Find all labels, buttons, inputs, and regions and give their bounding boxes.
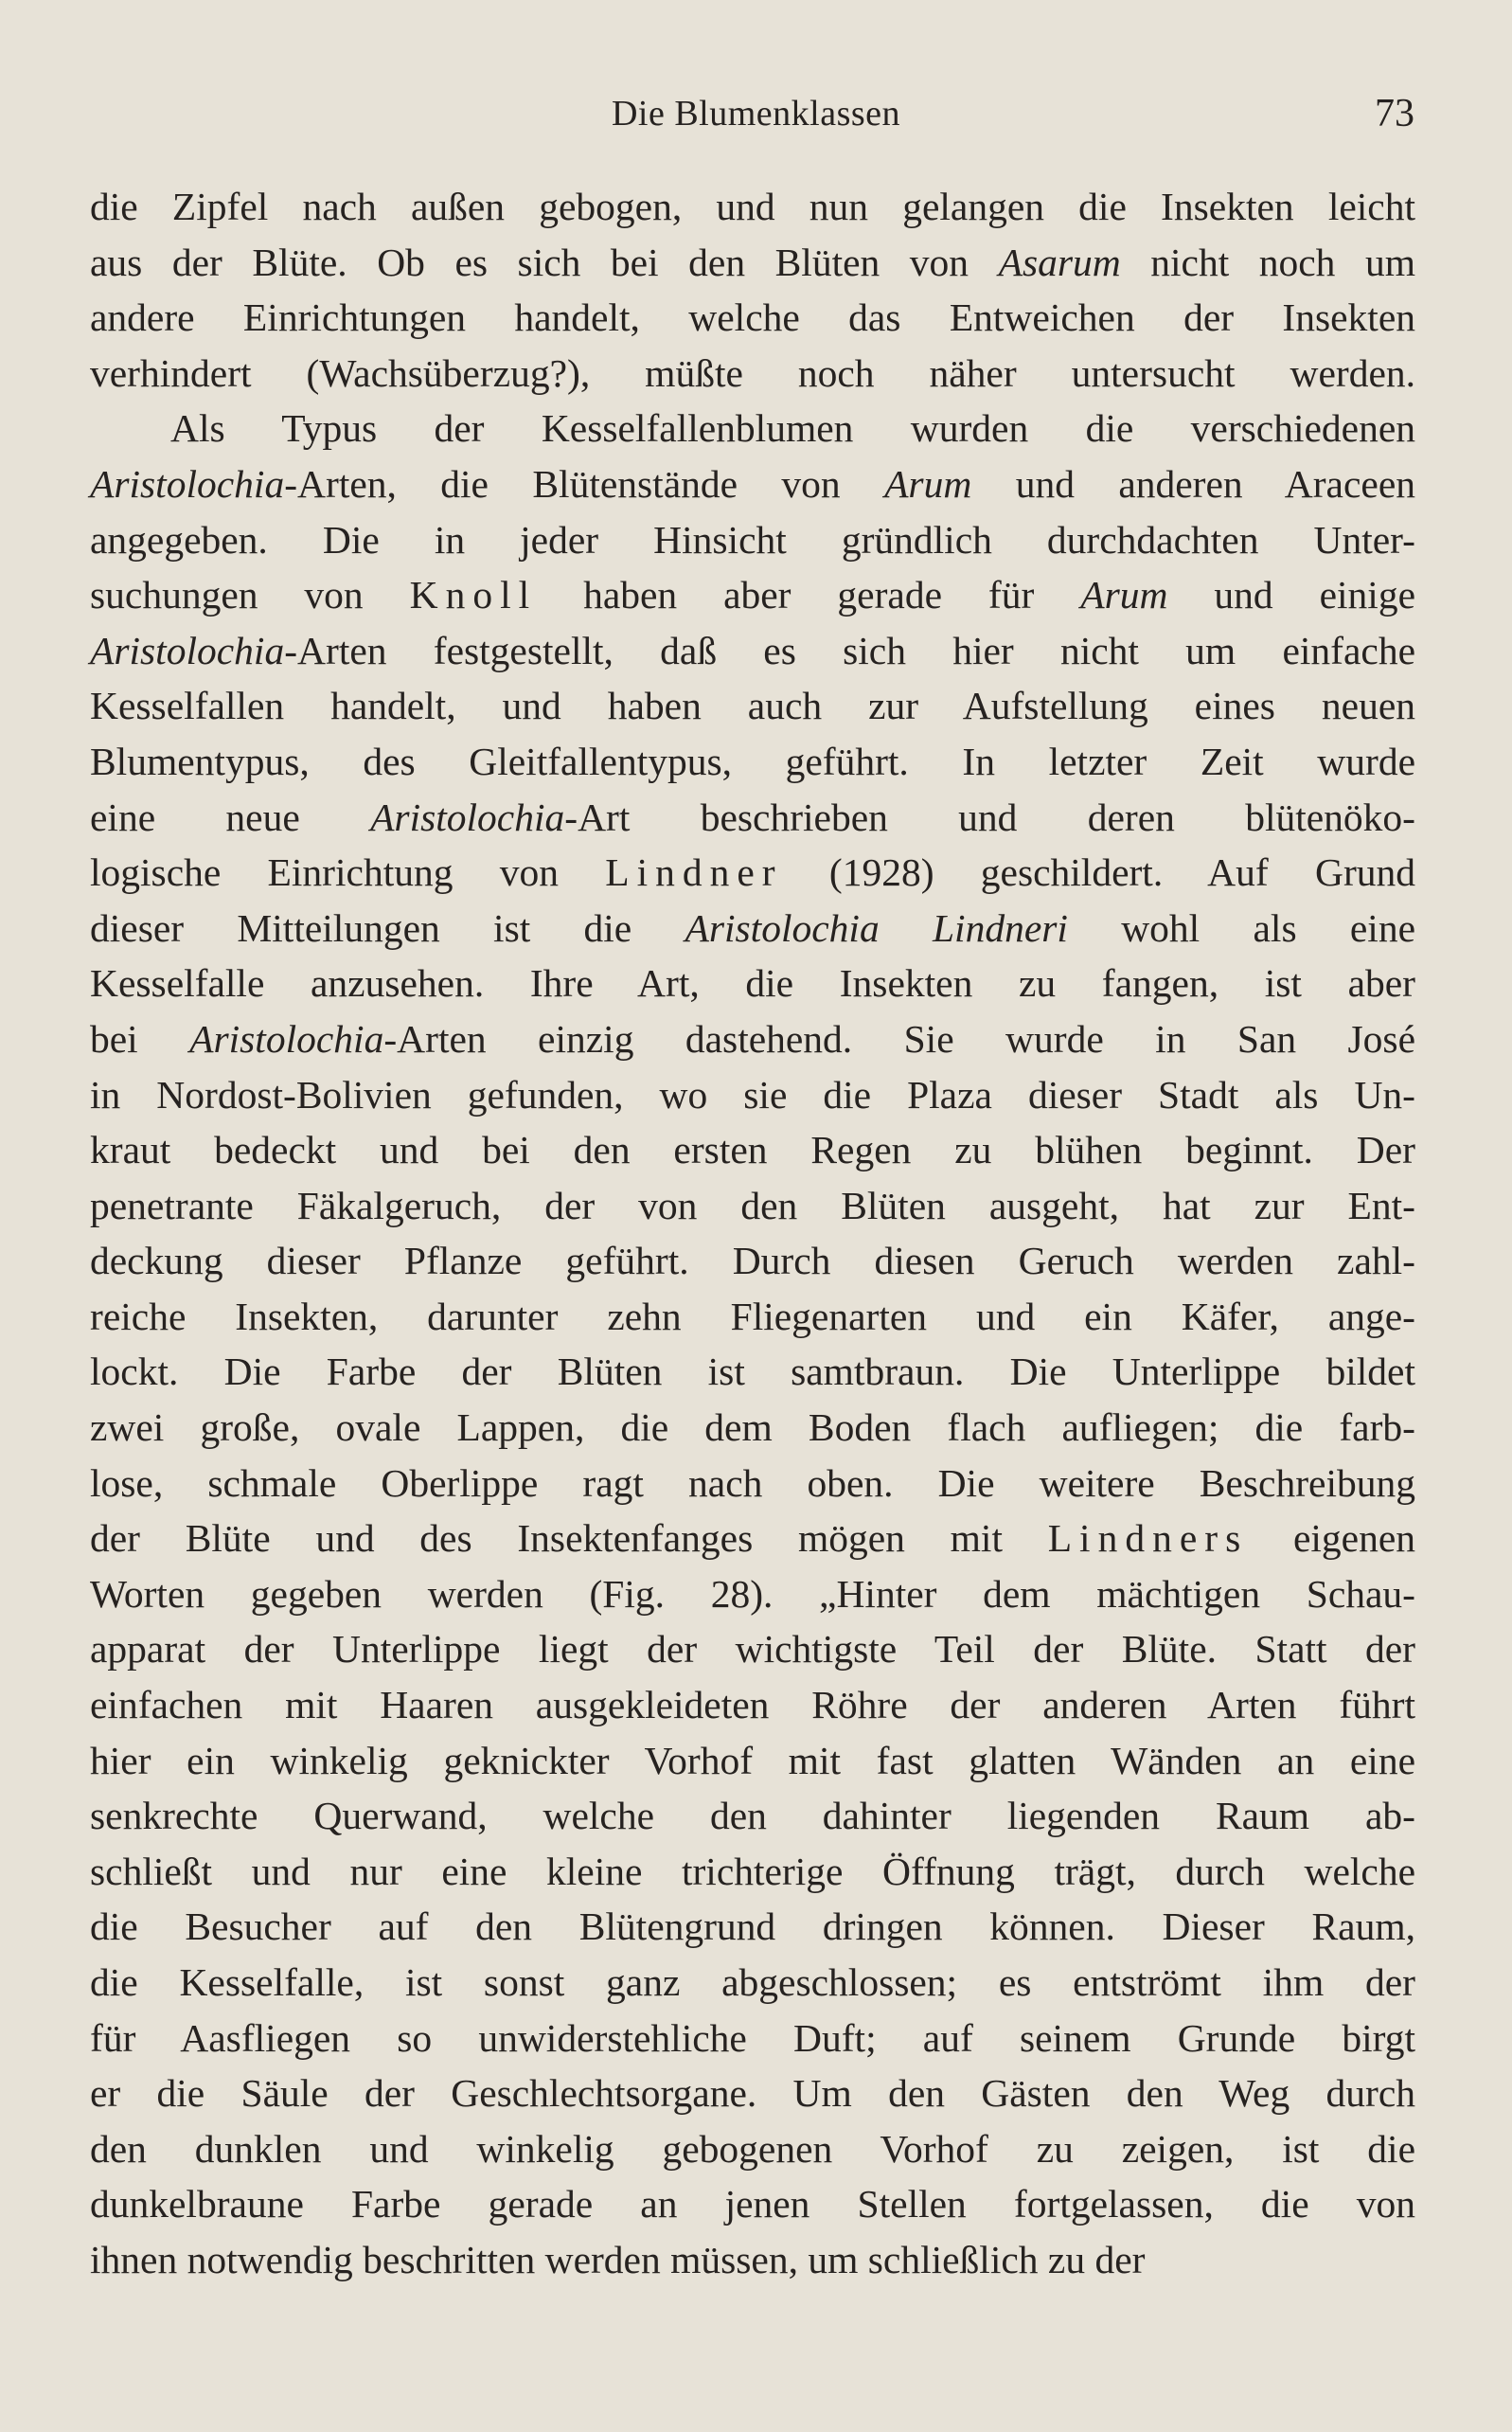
text-line — [90, 901, 1415, 957]
text-line — [90, 1233, 1415, 1289]
text-segment: deckung dieser Pflanze geführt. Durch diesen Geruch werden zahl- — [90, 1239, 1415, 1283]
text-segment: und anderen Araceen — [971, 461, 1415, 506]
italic-text: Aristolochia Lindneri — [685, 905, 1068, 950]
text-segment: kraut bedeckt und bei den ersten Regen zu blühen beginnt. Der — [90, 1128, 1415, 1172]
text-segment: nicht noch um — [1120, 240, 1415, 284]
italic-text: Aristolochia — [90, 461, 285, 506]
text-line — [90, 401, 1415, 456]
text-segment: Als Typus der Kesselfallenblumen wurden die verschiedenen — [170, 406, 1415, 451]
italic-text: Aristolochia — [370, 795, 565, 839]
text-line — [90, 2011, 1415, 2066]
text-segment: -Arten, die Blütenstände von — [284, 461, 885, 506]
text-line — [90, 235, 1415, 291]
text-line — [90, 1788, 1415, 1844]
text-segment: den dunklen und winkelig gebogenen Vorhof zu zeigen, ist die — [90, 2126, 1415, 2171]
text-segment: suchungen von — [90, 573, 410, 617]
text-line — [90, 1011, 1415, 1067]
text-line — [90, 1566, 1415, 1622]
text-line — [90, 1955, 1415, 2011]
text-segment: Blumentypus, des Gleitfallentypus, geführt. In letzter Zeit wurde — [90, 739, 1415, 783]
text-line — [90, 1067, 1415, 1123]
italic-text: Arum — [1080, 573, 1168, 617]
text-segment: apparat der Unterlippe liegt der wichtigste Teil der Blüte. Statt der — [90, 1627, 1415, 1672]
text-segment: hier ein winkelig geknickter Vorhof mit fast glatten Wänden an eine — [90, 1738, 1415, 1782]
text-segment: in Nordost-Bolivien gefunden, wo sie die Plaza dieser Stadt als Un- — [90, 1072, 1415, 1117]
text-segment: für Aasfliegen so unwiderstehliche Duft; auf seinem Grunde birgt — [90, 2015, 1415, 2060]
text-line — [90, 2065, 1415, 2121]
text-segment: penetrante Fäkalgeruch, der von den Blüten ausgeht, hat zur Ent- — [90, 1183, 1415, 1227]
text-segment: ihnen notwendig beschritten werden müssen, um schließlich zu der — [90, 2237, 1146, 2281]
text-segment: wohl als eine — [1067, 905, 1415, 950]
text-line — [90, 1344, 1415, 1400]
text-line — [90, 179, 1415, 235]
text-segment: einfachen mit Haaren ausgekleideten Röhre der anderen Arten führt — [90, 1683, 1415, 1727]
text-segment: der Blüte und des Insektenfanges mögen mit — [90, 1516, 1048, 1561]
spaced-name: Lindner — [605, 850, 783, 895]
text-segment: -Art beschrieben und deren blütenöko- — [564, 795, 1415, 839]
text-segment: zwei große, ovale Lappen, die dem Boden flach aufliegen; die farb- — [90, 1405, 1415, 1450]
text-line — [90, 1122, 1415, 1178]
text-line — [90, 512, 1415, 568]
text-segment: bei — [90, 1016, 190, 1061]
text-segment: -Arten festgestellt, daß es sich hier nicht um einfache — [284, 628, 1415, 672]
text-line — [90, 1511, 1415, 1566]
text-line — [90, 567, 1415, 623]
text-segment: schließt und nur eine kleine trichterige Öffnung trägt, durch welche — [90, 1849, 1415, 1893]
text-line — [90, 1400, 1415, 1456]
text-segment: eine neue — [90, 795, 371, 839]
text-segment: -Arten einzig dastehend. Sie wurde in San José — [383, 1016, 1416, 1061]
text-line — [90, 956, 1415, 1011]
italic-text: Aristolochia — [90, 628, 285, 672]
text-segment: dieser Mitteilungen ist die — [90, 905, 685, 950]
text-line — [90, 845, 1415, 901]
text-segment: lockt. Die Farbe der Blüten ist samtbraun. Die Unterlippe bildet — [90, 1350, 1415, 1394]
text-segment: lose, schmale Oberlippe ragt nach oben. Die weitere Beschreibung — [90, 1460, 1415, 1505]
text-segment: er die Säule der Geschlechtsorgane. Um den Gästen den Weg durch — [90, 2071, 1415, 2116]
text-segment: dunkelbraune Farbe gerade an jenen Stellen fortgelassen, die von — [90, 2182, 1415, 2226]
text-segment: haben aber gerade für — [537, 573, 1081, 617]
text-line — [90, 1456, 1415, 1511]
text-line — [90, 2176, 1415, 2232]
text-segment: senkrechte Querwand, welche den dahinter liegenden Raum ab- — [90, 1794, 1415, 1838]
text-line — [90, 346, 1415, 402]
text-segment: Kesselfalle anzusehen. Ihre Art, die Insekten zu fangen, ist aber — [90, 961, 1415, 1006]
text-segment: eigenen — [1248, 1516, 1415, 1561]
text-line — [90, 790, 1415, 846]
text-line — [90, 2232, 1415, 2288]
italic-text: Arum — [884, 461, 972, 506]
text-line — [90, 1733, 1415, 1789]
spaced-name: Lindners — [1047, 1516, 1249, 1561]
text-segment: die Zipfel nach außen gebogen, und nun gelangen die Insekten leicht — [90, 185, 1415, 228]
text-line — [90, 1844, 1415, 1900]
text-line — [90, 678, 1415, 734]
body-text — [90, 179, 1415, 2288]
text-segment: aus der Blüte. Ob es sich bei den Blüten von — [90, 240, 999, 284]
text-line — [90, 623, 1415, 679]
text-line — [90, 1178, 1415, 1234]
text-line — [90, 2121, 1415, 2177]
text-line — [90, 1899, 1415, 1955]
italic-text: Aristolochia — [189, 1016, 384, 1061]
text-segment: und einige — [1167, 573, 1416, 617]
page-number: 73 — [1375, 92, 1414, 135]
text-segment: reiche Insekten, darunter zehn Fliegenarten und ein Käfer, ange- — [90, 1294, 1415, 1338]
italic-text: Asarum — [998, 240, 1121, 284]
text-line — [90, 1289, 1415, 1345]
text-segment: verhindert (Wachsüberzug?), müßte noch näher untersucht werden. — [90, 350, 1415, 395]
spaced-name: Knoll — [409, 573, 538, 617]
text-segment: die Besucher auf den Blütengrund dringen können. Dieser Raum, — [90, 1904, 1415, 1949]
text-line — [90, 1621, 1415, 1677]
text-segment: (1928) geschildert. Auf Grund — [782, 850, 1416, 895]
text-segment: angegeben. Die in jeder Hinsicht gründlich durchdachten Unter- — [90, 517, 1415, 562]
text-segment: Worten gegeben werden (Fig. 28). „Hinter dem mächtigen Schau- — [90, 1571, 1415, 1616]
text-line — [90, 290, 1415, 346]
text-line — [90, 1677, 1415, 1733]
text-segment: die Kesselfalle, ist sonst ganz abgeschlossen; es entströmt ihm der — [90, 1960, 1415, 2004]
text-segment: logische Einrichtung von — [90, 850, 606, 895]
running-title: Die Blumenklassen — [611, 94, 901, 134]
text-line — [90, 456, 1415, 512]
text-segment: Kesselfallen handelt, und haben auch zur Aufstellung eines neuen — [90, 684, 1415, 728]
text-segment: andere Einrichtungen handelt, welche das Entweichen der Insekten — [90, 295, 1415, 340]
text-line — [90, 734, 1415, 790]
